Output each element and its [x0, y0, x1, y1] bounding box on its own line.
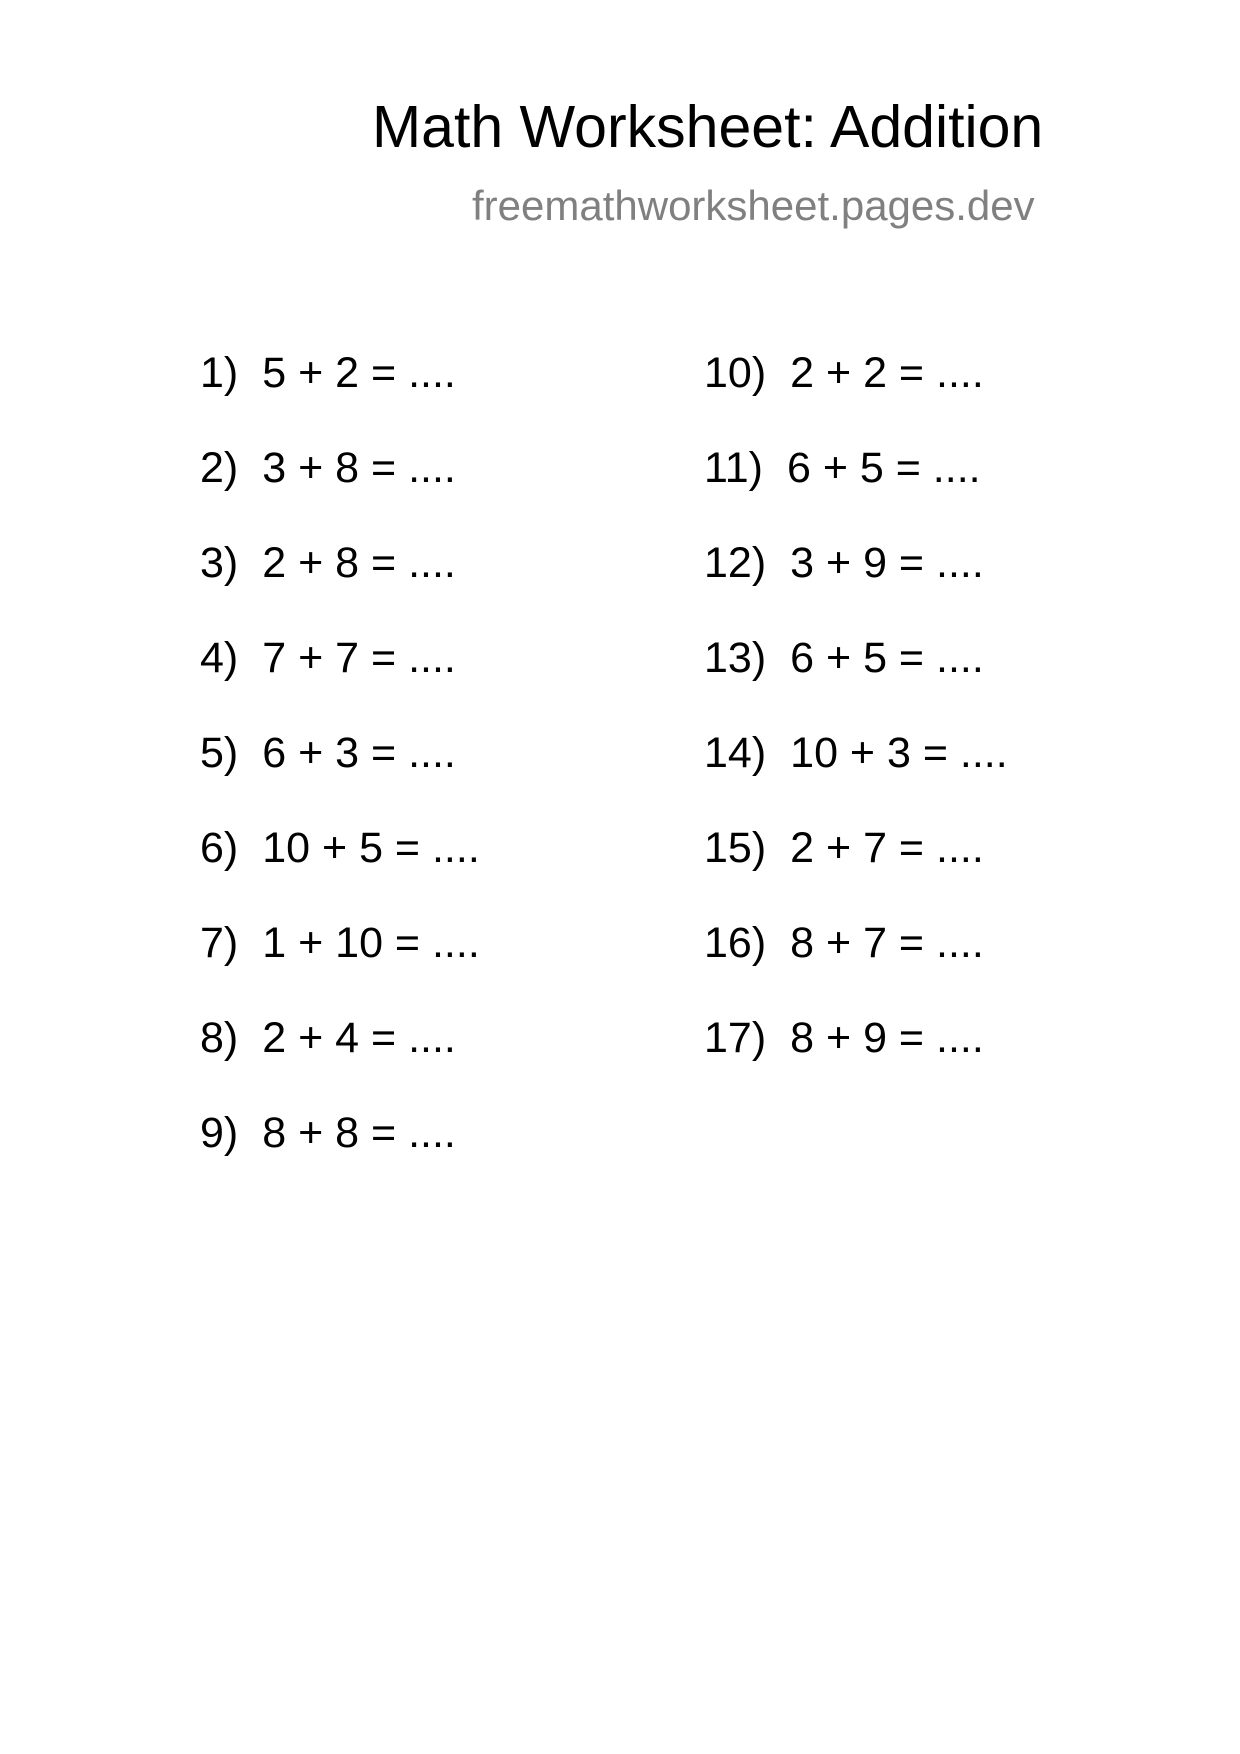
problem-expression: 3 + 8 = ....	[262, 444, 456, 492]
problem-item	[200, 729, 480, 827]
problem-item	[704, 919, 1008, 1017]
problem-expression: 10 + 5 = ....	[262, 824, 480, 872]
problem-number: 17)	[704, 1014, 767, 1062]
problem-expression: 7 + 7 = ....	[262, 634, 456, 682]
problem-number: 10)	[704, 349, 767, 397]
problem-item	[200, 919, 480, 1017]
problem-number: 13)	[704, 634, 767, 682]
problem-number: 4)	[200, 634, 239, 682]
problem-number: 2)	[200, 444, 239, 492]
problem-item	[704, 729, 1008, 827]
problem-expression: 2 + 8 = ....	[262, 539, 456, 587]
problem-number: 1)	[200, 349, 239, 397]
problem-expression: 6 + 5 = ....	[790, 634, 984, 682]
page-title: Math Worksheet: Addition	[372, 94, 1044, 160]
problem-column-left	[200, 349, 480, 1207]
problem-number: 5)	[200, 729, 239, 777]
problem-column-right	[704, 349, 1008, 1112]
problem-item	[704, 539, 1008, 637]
problem-number: 15)	[704, 824, 767, 872]
problem-number: 12)	[704, 539, 767, 587]
problem-expression: 6 + 3 = ....	[262, 729, 456, 777]
problem-expression: 2 + 2 = ....	[790, 349, 984, 397]
problem-number: 3)	[200, 539, 239, 587]
website-url: freemathworksheet.pages.dev	[472, 182, 1035, 229]
problem-item	[704, 444, 1008, 542]
problem-number: 14)	[704, 729, 767, 777]
problem-expression: 2 + 4 = ....	[262, 1014, 456, 1062]
problem-item	[200, 1109, 480, 1207]
problem-number: 6)	[200, 824, 239, 872]
problem-number: 16)	[704, 919, 767, 967]
problem-item	[704, 824, 1008, 922]
problem-expression: 1 + 10 = ....	[262, 919, 480, 967]
problem-item	[704, 634, 1008, 732]
problem-item	[200, 1014, 480, 1112]
problem-expression: 3 + 9 = ....	[790, 539, 984, 587]
problem-item	[200, 349, 480, 447]
problem-item	[704, 349, 1008, 447]
problem-item	[200, 824, 480, 922]
problem-expression: 8 + 8 = ....	[262, 1109, 456, 1157]
problem-number: 9)	[200, 1109, 239, 1157]
problem-item	[200, 444, 480, 542]
problem-expression: 5 + 2 = ....	[262, 349, 456, 397]
problem-number: 7)	[200, 919, 239, 967]
problem-number: 11)	[704, 444, 763, 492]
problem-number: 8)	[200, 1014, 239, 1062]
problem-expression: 8 + 7 = ....	[790, 919, 984, 967]
problem-item	[200, 634, 480, 732]
problem-expression: 8 + 9 = ....	[790, 1014, 984, 1062]
problem-expression: 2 + 7 = ....	[790, 824, 984, 872]
problem-item	[200, 539, 480, 637]
problem-item	[704, 1014, 1008, 1112]
problem-expression: 10 + 3 = ....	[790, 729, 1008, 777]
problem-expression: 6 + 5 = ....	[786, 444, 981, 492]
